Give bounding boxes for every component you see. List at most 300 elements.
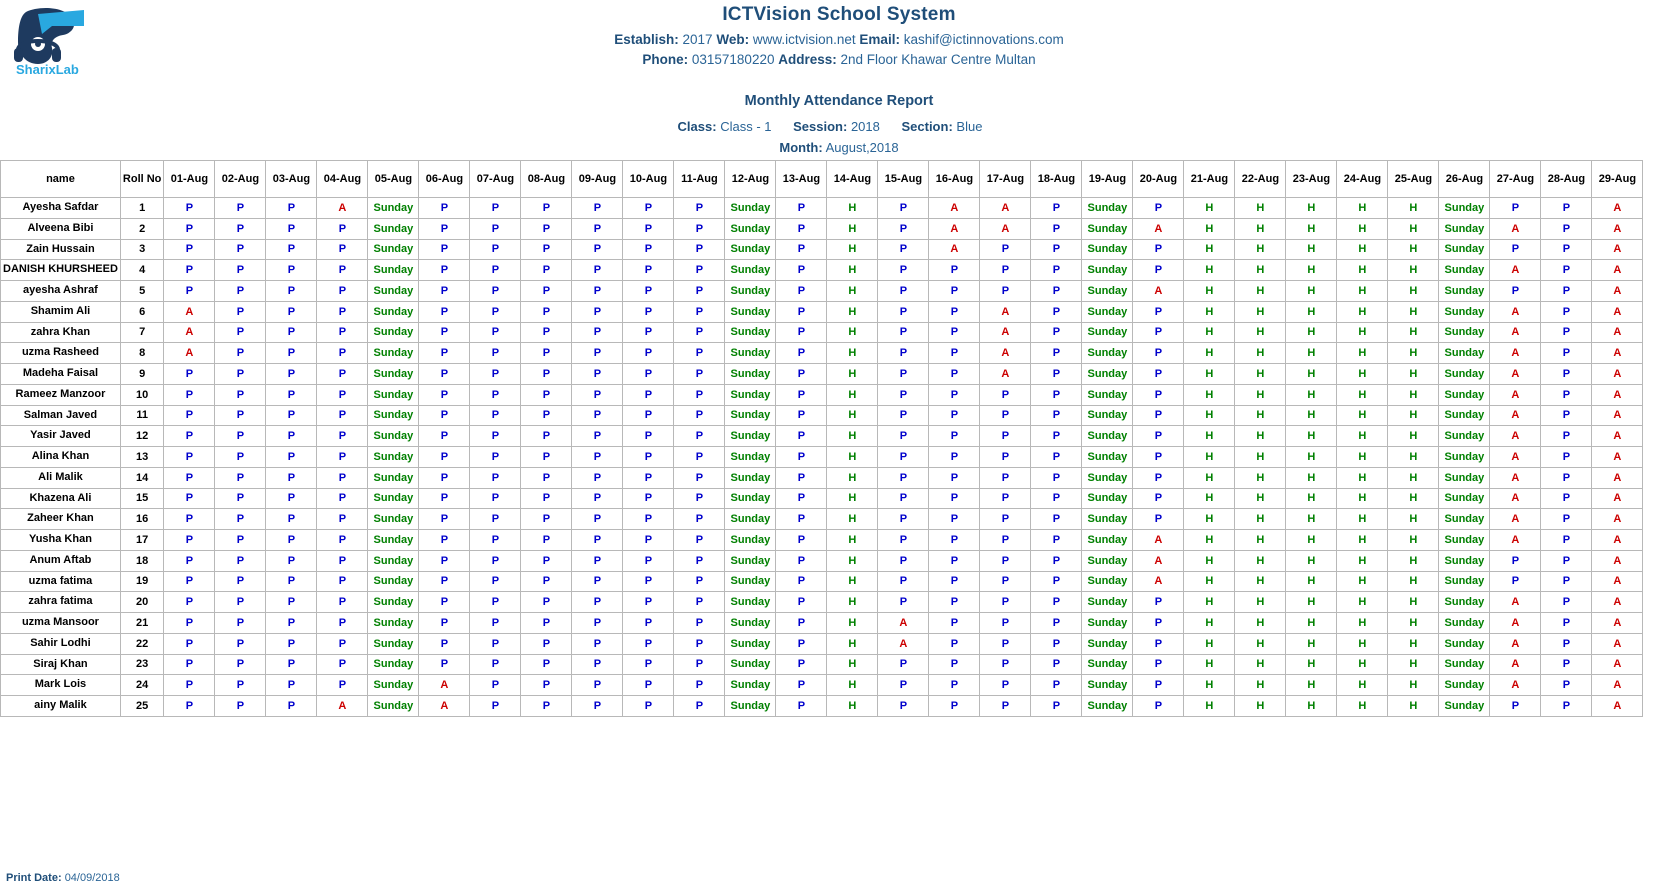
attendance-cell: P — [878, 571, 929, 592]
attendance-cell: A — [1490, 343, 1541, 364]
attendance-cell: H — [1388, 343, 1439, 364]
attendance-cell: P — [266, 218, 317, 239]
attendance-cell: P — [623, 633, 674, 654]
attendance-cell: H — [1235, 488, 1286, 509]
attendance-cell: Sunday — [368, 364, 419, 385]
attendance-cell: Sunday — [1082, 260, 1133, 281]
attendance-cell: P — [1031, 218, 1082, 239]
roll-no-cell: 19 — [120, 571, 164, 592]
attendance-cell: H — [1184, 260, 1235, 281]
attendance-cell: P — [674, 467, 725, 488]
address-label: Address: — [778, 52, 837, 67]
attendance-cell: A — [1592, 530, 1643, 551]
attendance-cell: A — [1133, 218, 1184, 239]
attendance-cell: P — [980, 488, 1031, 509]
attendance-cell: H — [1337, 530, 1388, 551]
column-header: 06-Aug — [419, 161, 470, 198]
attendance-cell: P — [470, 509, 521, 530]
attendance-cell: H — [1286, 447, 1337, 468]
attendance-cell: Sunday — [1082, 343, 1133, 364]
attendance-cell: H — [1235, 384, 1286, 405]
attendance-cell: P — [215, 467, 266, 488]
attendance-cell: Sunday — [725, 530, 776, 551]
student-name-cell: zahra fatima — [1, 592, 121, 613]
column-header: 05-Aug — [368, 161, 419, 198]
attendance-cell: P — [266, 384, 317, 405]
attendance-cell: P — [1490, 696, 1541, 717]
attendance-cell: P — [878, 592, 929, 613]
phone-label: Phone: — [642, 52, 689, 67]
attendance-cell: Sunday — [1439, 322, 1490, 343]
attendance-table-container — [0, 160, 1678, 717]
attendance-cell: P — [1031, 343, 1082, 364]
attendance-cell: H — [1388, 426, 1439, 447]
attendance-cell: P — [878, 239, 929, 260]
attendance-cell: H — [1184, 550, 1235, 571]
attendance-cell: H — [827, 405, 878, 426]
attendance-cell: P — [572, 592, 623, 613]
column-header: 11-Aug — [674, 161, 725, 198]
attendance-cell: H — [827, 260, 878, 281]
attendance-cell: Sunday — [368, 467, 419, 488]
table-row — [1, 530, 1643, 551]
attendance-cell: P — [1031, 633, 1082, 654]
attendance-cell: P — [980, 281, 1031, 302]
attendance-cell: P — [1541, 322, 1592, 343]
attendance-cell: P — [674, 447, 725, 468]
attendance-cell: A — [929, 239, 980, 260]
attendance-cell: P — [776, 613, 827, 634]
table-head — [1, 161, 1643, 198]
roll-no-cell: 12 — [120, 426, 164, 447]
attendance-cell: A — [1490, 218, 1541, 239]
attendance-cell: P — [164, 530, 215, 551]
roll-no-cell: 8 — [120, 343, 164, 364]
attendance-cell: P — [215, 488, 266, 509]
attendance-cell: Sunday — [1082, 301, 1133, 322]
attendance-cell: P — [572, 218, 623, 239]
attendance-cell: P — [572, 613, 623, 634]
attendance-cell: P — [572, 364, 623, 385]
attendance-cell: A — [980, 343, 1031, 364]
attendance-cell: H — [1337, 218, 1388, 239]
attendance-cell: H — [827, 571, 878, 592]
attendance-cell: P — [1490, 571, 1541, 592]
attendance-cell: H — [827, 447, 878, 468]
attendance-cell: Sunday — [725, 571, 776, 592]
attendance-cell: Sunday — [1082, 467, 1133, 488]
attendance-cell: P — [1490, 239, 1541, 260]
attendance-cell: P — [266, 198, 317, 219]
attendance-cell: H — [1388, 571, 1439, 592]
student-name-cell: Rameez Manzoor — [1, 384, 121, 405]
attendance-cell: P — [521, 281, 572, 302]
attendance-cell: A — [1490, 592, 1541, 613]
attendance-cell: A — [1592, 405, 1643, 426]
attendance-cell: P — [623, 260, 674, 281]
attendance-cell: H — [827, 633, 878, 654]
attendance-cell: Sunday — [368, 613, 419, 634]
attendance-cell: P — [1541, 426, 1592, 447]
attendance-cell: P — [1133, 198, 1184, 219]
student-name-cell: Mark Lois — [1, 675, 121, 696]
attendance-cell: H — [1184, 198, 1235, 219]
column-header: 17-Aug — [980, 161, 1031, 198]
attendance-cell: H — [1286, 218, 1337, 239]
attendance-cell: P — [266, 613, 317, 634]
attendance-cell: P — [776, 654, 827, 675]
attendance-cell: P — [623, 613, 674, 634]
attendance-cell: Sunday — [1439, 343, 1490, 364]
attendance-cell: P — [1541, 633, 1592, 654]
attendance-cell: P — [878, 343, 929, 364]
attendance-cell: H — [1184, 488, 1235, 509]
attendance-cell: P — [929, 343, 980, 364]
attendance-cell: P — [572, 281, 623, 302]
attendance-cell: Sunday — [368, 322, 419, 343]
student-name-cell: Yusha Khan — [1, 530, 121, 551]
attendance-cell: P — [419, 218, 470, 239]
attendance-cell: Sunday — [725, 426, 776, 447]
attendance-cell: H — [1184, 343, 1235, 364]
roll-no-cell: 17 — [120, 530, 164, 551]
attendance-cell: A — [1592, 467, 1643, 488]
student-name-cell: DANISH KHURSHEED — [1, 260, 121, 281]
attendance-cell: P — [317, 509, 368, 530]
column-header: 15-Aug — [878, 161, 929, 198]
attendance-cell: P — [776, 426, 827, 447]
attendance-cell: Sunday — [368, 447, 419, 468]
session-label: Session: — [793, 119, 848, 134]
attendance-cell: P — [521, 613, 572, 634]
attendance-cell: Sunday — [725, 509, 776, 530]
attendance-cell: A — [1490, 405, 1541, 426]
attendance-cell: P — [164, 281, 215, 302]
attendance-cell: P — [572, 301, 623, 322]
attendance-cell: A — [929, 218, 980, 239]
attendance-cell: A — [1592, 675, 1643, 696]
establish-value: 2017 — [682, 32, 713, 47]
attendance-cell: A — [164, 322, 215, 343]
table-header-row — [1, 161, 1643, 198]
attendance-cell: Sunday — [1082, 239, 1133, 260]
attendance-cell: Sunday — [725, 198, 776, 219]
attendance-cell: A — [1490, 467, 1541, 488]
attendance-cell: P — [929, 467, 980, 488]
attendance-cell: P — [1541, 675, 1592, 696]
session-value: 2018 — [850, 119, 880, 134]
table-row — [1, 613, 1643, 634]
attendance-cell: P — [521, 301, 572, 322]
attendance-cell: P — [317, 343, 368, 364]
attendance-cell: P — [1133, 654, 1184, 675]
section-label: Section: — [901, 119, 953, 134]
attendance-cell: P — [980, 654, 1031, 675]
attendance-cell: H — [1286, 281, 1337, 302]
attendance-cell: P — [1541, 239, 1592, 260]
attendance-cell: P — [1541, 592, 1592, 613]
attendance-cell: P — [623, 592, 674, 613]
attendance-cell: P — [1031, 426, 1082, 447]
attendance-cell: P — [470, 405, 521, 426]
attendance-cell: P — [521, 696, 572, 717]
attendance-cell: A — [1133, 550, 1184, 571]
attendance-cell: P — [419, 239, 470, 260]
attendance-cell: P — [878, 260, 929, 281]
attendance-cell: P — [980, 509, 1031, 530]
attendance-cell: P — [1541, 281, 1592, 302]
attendance-cell: P — [878, 405, 929, 426]
attendance-cell: P — [1031, 592, 1082, 613]
attendance-cell: P — [980, 384, 1031, 405]
attendance-cell: H — [1337, 239, 1388, 260]
attendance-cell: P — [623, 509, 674, 530]
attendance-cell: P — [674, 654, 725, 675]
attendance-cell: Sunday — [1439, 509, 1490, 530]
attendance-cell: H — [1388, 322, 1439, 343]
attendance-cell: P — [674, 571, 725, 592]
attendance-cell: A — [1490, 633, 1541, 654]
column-header: 02-Aug — [215, 161, 266, 198]
attendance-cell: P — [776, 675, 827, 696]
attendance-cell: Sunday — [368, 405, 419, 426]
attendance-cell: P — [1541, 198, 1592, 219]
attendance-cell: Sunday — [368, 281, 419, 302]
attendance-cell: H — [1286, 592, 1337, 613]
roll-no-cell: 11 — [120, 405, 164, 426]
attendance-cell: P — [266, 571, 317, 592]
attendance-cell: P — [623, 696, 674, 717]
column-header: 29-Aug — [1592, 161, 1643, 198]
attendance-cell: Sunday — [1439, 467, 1490, 488]
attendance-cell: Sunday — [368, 384, 419, 405]
attendance-cell: P — [164, 509, 215, 530]
attendance-cell: P — [470, 592, 521, 613]
attendance-cell: Sunday — [368, 696, 419, 717]
column-header: 19-Aug — [1082, 161, 1133, 198]
table-row — [1, 218, 1643, 239]
attendance-cell: P — [470, 260, 521, 281]
attendance-cell: H — [1388, 488, 1439, 509]
attendance-cell: P — [164, 198, 215, 219]
address-value: 2nd Floor Khawar Centre Multan — [840, 52, 1036, 67]
attendance-cell: H — [1286, 384, 1337, 405]
student-name-cell: Zain Hussain — [1, 239, 121, 260]
attendance-cell: P — [215, 239, 266, 260]
attendance-cell: P — [878, 488, 929, 509]
attendance-cell: H — [827, 530, 878, 551]
attendance-cell: P — [929, 633, 980, 654]
attendance-cell: P — [1541, 488, 1592, 509]
attendance-cell: H — [827, 364, 878, 385]
attendance-cell: P — [980, 696, 1031, 717]
attendance-cell: H — [1184, 218, 1235, 239]
attendance-cell: P — [521, 405, 572, 426]
attendance-cell: P — [215, 384, 266, 405]
attendance-cell: P — [419, 467, 470, 488]
attendance-cell: H — [1286, 467, 1337, 488]
web-label: Web: — [716, 32, 750, 47]
attendance-cell: P — [470, 301, 521, 322]
attendance-cell: Sunday — [368, 592, 419, 613]
attendance-cell: P — [521, 488, 572, 509]
attendance-cell: Sunday — [368, 675, 419, 696]
attendance-cell: P — [1133, 384, 1184, 405]
attendance-cell: Sunday — [1082, 218, 1133, 239]
attendance-cell: P — [470, 322, 521, 343]
attendance-cell: H — [1337, 322, 1388, 343]
attendance-cell: P — [980, 550, 1031, 571]
attendance-cell: P — [164, 260, 215, 281]
attendance-cell: P — [776, 530, 827, 551]
attendance-cell: P — [623, 343, 674, 364]
attendance-cell: H — [1235, 405, 1286, 426]
table-row — [1, 550, 1643, 571]
attendance-cell: P — [419, 447, 470, 468]
attendance-cell: P — [674, 488, 725, 509]
attendance-cell: H — [1184, 239, 1235, 260]
attendance-cell: H — [1235, 654, 1286, 675]
attendance-cell: H — [1388, 613, 1439, 634]
attendance-cell: A — [980, 322, 1031, 343]
attendance-cell: P — [572, 633, 623, 654]
attendance-cell: H — [1286, 322, 1337, 343]
attendance-cell: Sunday — [725, 467, 776, 488]
roll-no-cell: 25 — [120, 696, 164, 717]
attendance-cell: P — [266, 260, 317, 281]
attendance-cell: P — [1031, 654, 1082, 675]
attendance-cell: Sunday — [1082, 530, 1133, 551]
attendance-cell: P — [317, 301, 368, 322]
column-header: 08-Aug — [521, 161, 572, 198]
attendance-cell: H — [1286, 654, 1337, 675]
attendance-cell: P — [572, 696, 623, 717]
attendance-cell: H — [1337, 281, 1388, 302]
attendance-cell: P — [1031, 467, 1082, 488]
attendance-cell: P — [1031, 447, 1082, 468]
attendance-cell: P — [878, 467, 929, 488]
attendance-cell: H — [827, 613, 878, 634]
attendance-cell: A — [1592, 322, 1643, 343]
column-header: 24-Aug — [1337, 161, 1388, 198]
attendance-cell: P — [980, 447, 1031, 468]
table-row — [1, 654, 1643, 675]
student-name-cell: Yasir Javed — [1, 426, 121, 447]
attendance-cell: P — [215, 198, 266, 219]
attendance-cell: P — [1133, 447, 1184, 468]
attendance-cell: A — [878, 633, 929, 654]
student-name-cell: Madeha Faisal — [1, 364, 121, 385]
attendance-cell: P — [929, 696, 980, 717]
attendance-cell: H — [1235, 364, 1286, 385]
attendance-cell: P — [317, 488, 368, 509]
roll-no-cell: 22 — [120, 633, 164, 654]
attendance-cell: H — [1337, 384, 1388, 405]
attendance-cell: H — [1286, 633, 1337, 654]
attendance-cell: P — [470, 364, 521, 385]
attendance-cell: P — [674, 592, 725, 613]
attendance-cell: Sunday — [1082, 281, 1133, 302]
attendance-cell: P — [215, 696, 266, 717]
column-header: 16-Aug — [929, 161, 980, 198]
attendance-cell: P — [419, 301, 470, 322]
attendance-cell: H — [1184, 530, 1235, 551]
attendance-cell: Sunday — [1082, 322, 1133, 343]
attendance-cell: P — [1031, 675, 1082, 696]
attendance-cell: Sunday — [725, 654, 776, 675]
attendance-cell: P — [674, 198, 725, 219]
column-header: 21-Aug — [1184, 161, 1235, 198]
attendance-cell: P — [1133, 364, 1184, 385]
attendance-cell: A — [1490, 530, 1541, 551]
attendance-cell: A — [164, 343, 215, 364]
attendance-cell: P — [623, 364, 674, 385]
attendance-cell: P — [929, 654, 980, 675]
attendance-cell: P — [521, 550, 572, 571]
attendance-cell: P — [572, 509, 623, 530]
roll-no-cell: 20 — [120, 592, 164, 613]
attendance-cell: P — [776, 218, 827, 239]
student-name-cell: Salman Javed — [1, 405, 121, 426]
attendance-cell: H — [1337, 343, 1388, 364]
attendance-cell: Sunday — [1082, 426, 1133, 447]
attendance-cell: P — [470, 467, 521, 488]
attendance-cell: H — [1388, 281, 1439, 302]
attendance-cell: H — [1235, 447, 1286, 468]
attendance-cell: P — [878, 696, 929, 717]
attendance-cell: P — [1541, 260, 1592, 281]
attendance-cell: P — [776, 467, 827, 488]
attendance-cell: A — [1490, 384, 1541, 405]
attendance-cell: P — [674, 509, 725, 530]
attendance-cell: P — [164, 239, 215, 260]
attendance-cell: H — [1286, 613, 1337, 634]
attendance-cell: P — [980, 633, 1031, 654]
attendance-cell: P — [521, 447, 572, 468]
attendance-cell: Sunday — [1439, 633, 1490, 654]
attendance-cell: Sunday — [1439, 405, 1490, 426]
attendance-cell: P — [521, 322, 572, 343]
attendance-cell: P — [164, 696, 215, 717]
table-row — [1, 281, 1643, 302]
attendance-cell: P — [572, 384, 623, 405]
attendance-cell: P — [1541, 530, 1592, 551]
attendance-cell: P — [878, 198, 929, 219]
attendance-cell: H — [1388, 550, 1439, 571]
school-logo — [8, 4, 100, 76]
attendance-cell: H — [827, 509, 878, 530]
attendance-cell: P — [215, 592, 266, 613]
attendance-cell: P — [419, 592, 470, 613]
attendance-cell: H — [1235, 322, 1286, 343]
student-name-cell: Alina Khan — [1, 447, 121, 468]
table-row — [1, 405, 1643, 426]
report-header — [0, 0, 1678, 155]
report-title: Monthly Attendance Report — [744, 93, 934, 109]
attendance-cell: H — [1388, 447, 1439, 468]
print-date — [6, 872, 120, 884]
attendance-cell: P — [1490, 198, 1541, 219]
section-value: Blue — [956, 119, 983, 134]
attendance-cell: P — [929, 592, 980, 613]
attendance-cell: P — [929, 384, 980, 405]
attendance-cell: P — [266, 530, 317, 551]
attendance-cell: P — [776, 447, 827, 468]
attendance-cell: P — [419, 654, 470, 675]
attendance-cell: P — [980, 239, 1031, 260]
attendance-cell: P — [317, 405, 368, 426]
attendance-cell: P — [1133, 509, 1184, 530]
